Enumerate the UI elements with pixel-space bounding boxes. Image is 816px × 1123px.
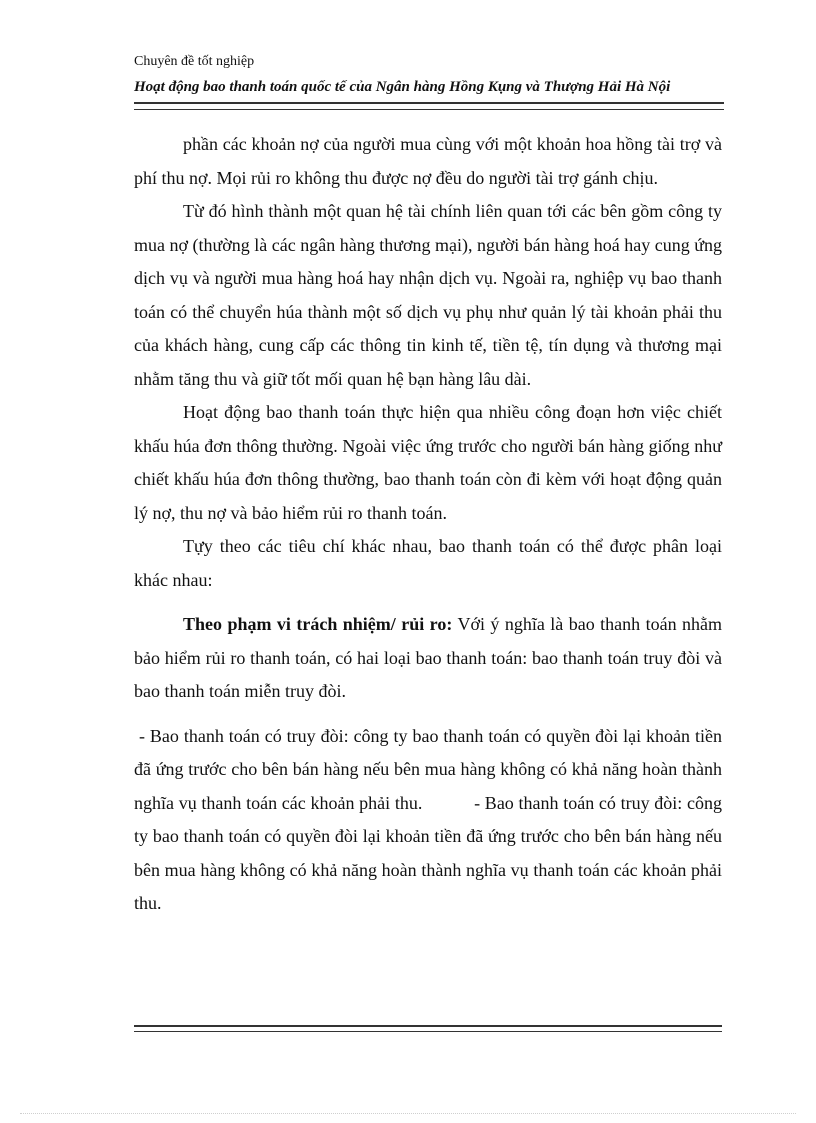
paragraph-3: Hoạt động bao thanh toán thực hiện qua nhiều công đoạn hơn việc chiết khấu húa đơn thông thường. Ngoài việc ứng trước cho người bán hàng giống như chiết khấu húa đơn thông thường, bao thanh toán còn đi kèm với hoạt động quản lý nợ, thu nợ và bảo hiểm rủi ro thanh toán. [134, 402, 722, 523]
header-divider [134, 102, 724, 110]
page-header [134, 52, 724, 110]
header-title: Chuyên đề tốt nghiệp [134, 54, 255, 69]
paragraph-5 [134, 608, 722, 709]
paragraph-5-text: Với ý nghĩa là bao thanh toán nhằm bảo hiểm rủi ro thanh toán, có hai loại bao thanh toán: bao thanh toán truy đòi và bao thanh toán miễn truy đòi. [134, 614, 722, 701]
footer-divider [134, 1025, 722, 1032]
header-subtitle: Hoạt động bao thanh toán quốc tế của Ngân hàng Hồng Kụng và Thượng Hải Hà Nội [134, 79, 671, 95]
paragraph-6: - Bao thanh toán có truy đòi: công ty bao thanh toán có quyền đòi lại khoản tiền đã ứng trước cho bên bán hàng nếu bên mua hàng không có khả năng hoàn thành nghĩa vụ thanh toán các khoản phải thu. - Bao thanh toán có truy đòi: công ty bao thanh toán có quyền đòi lại khoản tiền đã ứng trước cho bên bán hàng nếu bên mua hàng không có khả năng hoàn thành nghĩa vụ thanh toán các khoản phải thu. [134, 725, 727, 913]
paragraph-2: Từ đó hình thành một quan hệ tài chính liên quan tới các bên gồm công ty mua nợ (thường là các ngân hàng thương mại), người bán hàng hoá hay cung ứng dịch vụ và người mua hàng hoá hay nhận dịch vụ. Ngoài ra, nghiệp vụ bao thanh toán có thể chuyển húa thành một số dịch vụ phụ như quản lý tài khoản phải thu của khách hàng, cung cấp các thông tin kinh tế, tiền tệ, tín dụng và thương mại nhằm tăng thu và giữ tốt mối quan hệ bạn hàng lâu dài. [134, 201, 722, 389]
document-body [134, 128, 727, 921]
paragraph-1: phần các khoản nợ của người mua cùng với một khoản hoa hồng tài trợ và phí thu nợ. Mọi rủi ro không thu được nợ đều do người tài trợ gánh chịu. [134, 134, 722, 188]
paragraph-5-heading: Theo phạm vi trách nhiệm/ rủi ro: [183, 614, 453, 634]
page-bottom-border [20, 1113, 796, 1114]
paragraph-4: Tựy theo các tiêu chí khác nhau, bao thanh toán có thể được phân loại khác nhau: [134, 536, 722, 590]
